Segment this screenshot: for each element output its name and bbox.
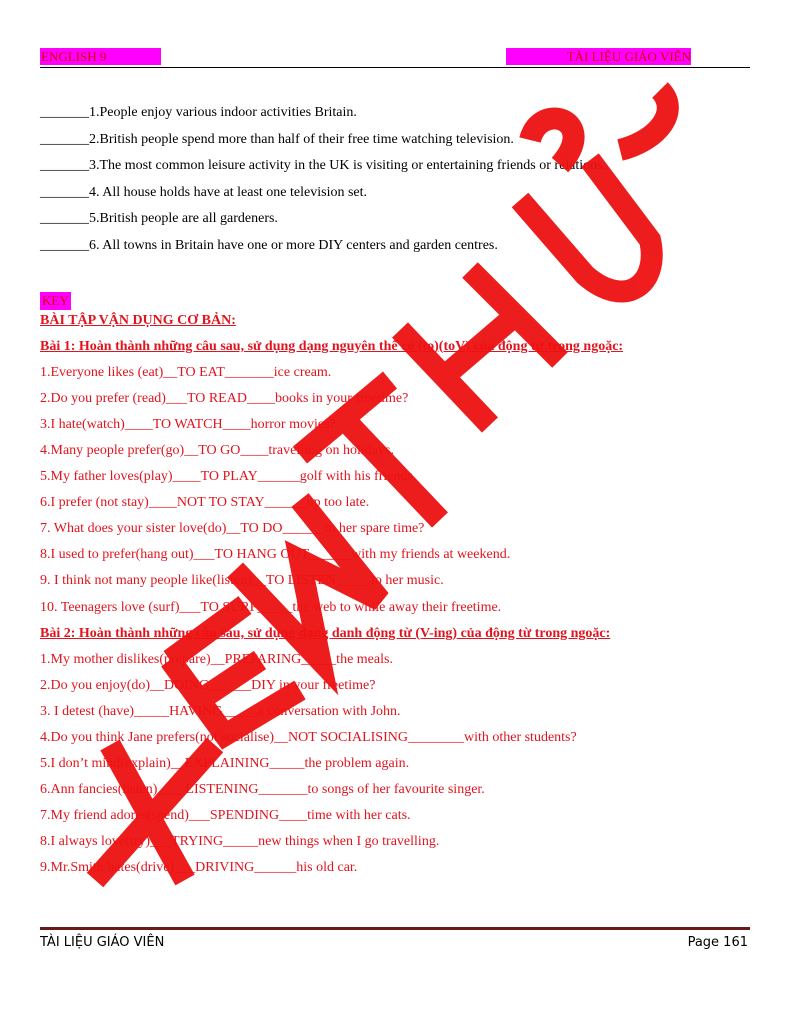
answer-item: 1.My mother dislikes(prepare)__PREPARING_____the meals. [40, 651, 393, 667]
answer-item: 6.Ann fancies(listen)____LISTENING_______to songs of her favourite singer. [40, 782, 485, 798]
list-item: _______2.British people spend more than half of their free time watching television. [40, 131, 514, 147]
page-content [40, 103, 760, 885]
exercise1-heading: Bài 1: Hoàn thành những câu sau, sử dụng dạng nguyên thể có (to)(toV) của động từ trong ngoặc: [40, 338, 624, 354]
header-doc-type: TÀI LIỆU GIÁO VIÊN [506, 48, 691, 65]
page-header [40, 48, 750, 68]
answer-item: 8.I used to prefer(hang out)___TO HANG OUT______with my friends at weekend. [40, 547, 511, 563]
list-item: _______3.The most common leisure activity in the UK is visiting or entertaining friends or relations. [40, 158, 607, 173]
answer-item: 1.Everyone likes (eat)__TO EAT_______ice cream. [40, 364, 332, 380]
section-heading: BÀI TẬP VẬN DỤNG CƠ BẢN: [40, 312, 236, 328]
footer-rule [40, 927, 750, 930]
watermark-text: XEM THỬ [0, 0, 5, 1]
true-false-list [40, 103, 760, 262]
answer-item: 3.I hate(watch)____TO WATCH____horror movies? [40, 416, 336, 432]
exercise2-heading: Bài 2: Hoàn thành những câu sau, sử dụng dạng danh động từ (V-ing) của động từ trong ngoặc: [40, 625, 611, 641]
answer-item: 4.Do you think Jane prefers(not socialise)__NOT SOCIALISING________with other students? [40, 730, 577, 745]
answer-item: 7.My friend adores(spend)___SPENDING____time with her cats. [40, 808, 411, 824]
answer-item: 5.My father loves(play)____TO PLAY______golf with his friends. [40, 469, 417, 485]
answer-item: 4.Many people prefer(go)__TO GO____travelling on holidays. [40, 442, 394, 458]
list-item: _______6. All towns in Britain have one or more DIY centers and garden centres. [40, 237, 498, 253]
page-number: Page 161 [687, 935, 748, 950]
answer-item: 8.I always love(try)___TRYING_____new things when I go travelling. [40, 834, 440, 850]
answer-item: 2.Do you prefer (read)___TO READ____books in your freetime? [40, 390, 409, 406]
answer-item: 9.Mr.Smith hates(drive)___DRIVING______his old car. [40, 860, 358, 876]
list-item: _______4. All house holds have at least one television set. [40, 184, 368, 200]
header-subject: ENGLISH 9 [40, 48, 161, 65]
answer-item: 10. Teenagers love (surf)___TO SURF_____the web to while away their freetime. [40, 599, 502, 615]
footer-doc-type: TÀI LIỆU GIÁO VIÊN [40, 935, 165, 950]
answer-item: 6.I prefer (not stay)____NOT TO STAY______up too late. [40, 495, 370, 511]
answer-item: 7. What does your sister love(do)__TO DO______in her spare time? [40, 521, 425, 537]
answer-item: 5.I don’t mind(explain)__EXPLAINING_____the problem again. [40, 756, 410, 772]
answer-item: 9. I think not many people like(listen)__TO LISTEN_____to her music. [40, 573, 444, 589]
key-label: KEY [42, 293, 69, 308]
list-item: _______5.British people are all gardeners. [40, 211, 278, 226]
list-item: _______1.People enjoy various indoor activities Britain. [40, 105, 357, 120]
answer-item: 3. I detest (have)_____HAVING_____a conversation with John. [40, 703, 401, 719]
answer-item: 2.Do you enjoy(do)__DOING______DIY in your freetime? [40, 677, 376, 693]
